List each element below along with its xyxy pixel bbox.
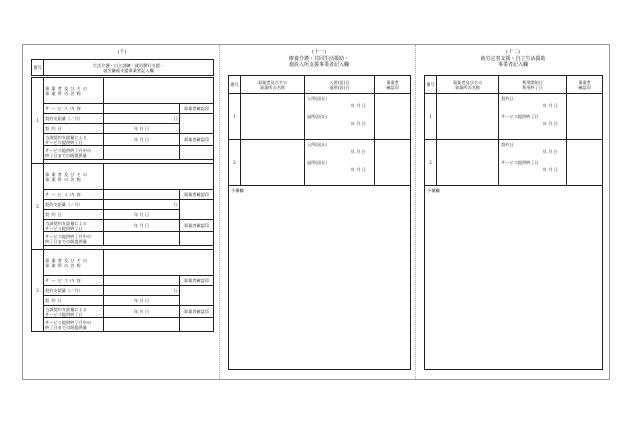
panel-11-title-line-1: 療養介護・共同生活援助・: [288, 56, 349, 62]
service-label: サ ー ビ ス 内 容: [44, 104, 104, 114]
name-label-line-2: 事 業 所 の 名 称: [45, 262, 82, 268]
usage-field[interactable]: [104, 318, 180, 332]
service-label: サ ー ビ ス 内 容: [44, 190, 104, 200]
name-label: [44, 164, 104, 190]
entry-end-label: サービス提供終了日: [501, 114, 539, 119]
contract-date-field[interactable]: 年 月 日: [104, 296, 180, 306]
fold-line-1: [219, 45, 220, 379]
contract-amount-field[interactable]: 日: [104, 200, 180, 210]
col-confirm-line-2: 確認印: [386, 84, 399, 90]
row-number: 1: [425, 94, 437, 140]
usage-label-line-1: サービス提供終了月中の: [45, 319, 92, 325]
col-confirm-line-1: 事業者: [386, 79, 399, 85]
name-label-line-1: 事 業 者 及 び そ の: [45, 171, 88, 177]
contract-amount-label: 契約支給量（／月）: [44, 114, 104, 124]
panel-12-table: [424, 75, 603, 370]
col-confirm-line-2: 確認印: [578, 84, 591, 90]
contract-date-label: 契 約 日: [44, 124, 104, 134]
row-number: 2: [229, 140, 241, 186]
entry-in-date: 年 月 日: [350, 103, 366, 108]
confirm-stamp-field[interactable]: [180, 318, 214, 332]
confirm-stamp-field[interactable]: [180, 232, 214, 246]
entry-in-date: 年 月 日: [350, 149, 366, 154]
panel-10-table: [31, 59, 214, 76]
service-field[interactable]: [104, 276, 180, 286]
name-field[interactable]: [437, 94, 499, 140]
col-confirm-line-1: 事業者: [578, 79, 591, 85]
panel-12-title-line-2: 事業者記入欄: [497, 62, 528, 68]
dates-field[interactable]: [305, 140, 375, 186]
col-name: [241, 76, 305, 94]
panel-11-number: (十一): [312, 49, 326, 55]
contract-amount-field[interactable]: 日: [104, 286, 180, 296]
contract-end-label-line-2: サービス提供終了日: [45, 139, 83, 145]
col-confirm: [375, 76, 411, 94]
entry-out-date: 年 月 日: [350, 167, 366, 172]
name-field[interactable]: [241, 94, 305, 140]
remarks-label: 予備欄: [231, 188, 244, 193]
col-name-line-1: 事業者及びその: [257, 79, 288, 85]
name-label-line-1: 事 業 者 及 び そ の: [45, 85, 88, 91]
entry-end-date: 年 月 日: [542, 121, 558, 126]
name-label: [44, 250, 104, 276]
name-label-line-2: 事 業 所 の 名 称: [45, 176, 82, 182]
confirm-stamp-field[interactable]: [180, 114, 214, 134]
service-field[interactable]: [104, 104, 180, 114]
panel-10-number: (十): [117, 49, 127, 55]
dates-field[interactable]: [305, 94, 375, 140]
confirm-label: 事業者確認印: [180, 220, 214, 232]
confirm-label: 事業者確認印: [180, 190, 214, 200]
col-number: 番号: [229, 76, 241, 94]
panel-12-number: (十二): [506, 49, 520, 55]
col-dates-line-2: 退所(居)日: [329, 84, 350, 90]
name-field[interactable]: [104, 78, 214, 104]
row-number: 1: [229, 94, 241, 140]
dates-field[interactable]: [499, 140, 567, 186]
usage-label-line-2: 終了日までの既提供量: [45, 324, 87, 330]
panel-10-title: [44, 60, 214, 76]
usage-label: [44, 232, 104, 246]
dates-field[interactable]: [499, 94, 567, 140]
contract-amount-label: 契約支給量（／月）: [44, 200, 104, 210]
entry-contract-date: 年 月 日: [542, 149, 558, 154]
confirm-stamp-field[interactable]: [180, 200, 214, 220]
contract-date-field[interactable]: 年 月 日: [104, 210, 180, 220]
contract-end-field[interactable]: 年 月 日: [104, 134, 180, 146]
usage-label-line-2: 終了日までの既提供量: [45, 152, 87, 158]
confirm-stamp-field[interactable]: [180, 146, 214, 160]
usage-field[interactable]: [104, 232, 180, 246]
col-number: 番号: [425, 76, 437, 94]
col-number: 番号: [32, 60, 44, 76]
entry-in-label: 入所(居)日: [307, 142, 328, 147]
col-dates: [499, 76, 567, 94]
entry-out-label: 退所(居)日: [307, 160, 328, 165]
confirm-label: 事業者確認印: [180, 104, 214, 114]
name-field[interactable]: [104, 250, 214, 276]
panel-11-title: [228, 56, 410, 68]
col-name: [437, 76, 499, 94]
contract-amount-field[interactable]: 日: [104, 114, 180, 124]
confirm-stamp-field[interactable]: [567, 94, 603, 140]
name-field[interactable]: [104, 164, 214, 190]
col-dates-line-1: 利用開始日: [522, 79, 543, 85]
panel-12-title: [424, 56, 602, 68]
confirm-stamp-field[interactable]: [180, 286, 214, 306]
contract-end-label: [44, 220, 104, 232]
contract-end-label-line-2: サービス提供終了日: [45, 311, 83, 317]
usage-label-line-1: サービス提供終了月中の: [45, 147, 92, 153]
contract-amount-label: 契約支給量（／月）: [44, 286, 104, 296]
certificate-sheet: [22, 44, 610, 380]
entry-contract-date: 年 月 日: [542, 103, 558, 108]
panel-10-title-line-2: 就労継続支援事業者記入欄: [103, 67, 154, 73]
entry-in-label: 入所(居)日: [307, 96, 328, 101]
row-number: 3: [32, 250, 44, 332]
row-number: 2: [32, 164, 44, 250]
contract-end-label: [44, 306, 104, 318]
entry-contract-label: 契約日: [501, 96, 514, 101]
name-field[interactable]: [437, 140, 499, 186]
entry-contract-label: 契約日: [501, 142, 514, 147]
contract-date-label: 契 約 日: [44, 296, 104, 306]
confirm-label: 事業者確認印: [180, 276, 214, 286]
col-dates-line-2: 利用終了日: [522, 84, 543, 90]
entry-out-label: 退所(居)日: [307, 114, 328, 119]
entry-end-date: 年 月 日: [542, 167, 558, 172]
usage-label: [44, 146, 104, 160]
confirm-label: 事業者確認印: [180, 134, 214, 146]
panel-11-table: [228, 75, 411, 370]
usage-field[interactable]: [104, 146, 180, 160]
usage-label-line-2: 終了日までの既提供量: [45, 238, 87, 244]
col-name-line-2: 事業所の名称: [259, 84, 286, 90]
contract-end-label-line-1: 当該契約支給量による: [45, 220, 87, 226]
name-label: [44, 78, 104, 104]
name-label-line-2: 事 業 所 の 名 称: [45, 90, 82, 96]
contract-end-label-line-2: サービス提供終了日: [45, 225, 83, 231]
usage-label: [44, 318, 104, 332]
remarks-label: 予備欄: [427, 188, 440, 193]
contract-end-field[interactable]: 年 月 日: [104, 220, 180, 232]
contract-end-field[interactable]: 年 月 日: [104, 306, 180, 318]
col-confirm: [567, 76, 603, 94]
confirm-stamp-field[interactable]: [375, 140, 411, 186]
contract-end-label: [44, 134, 104, 146]
col-name-line-2: 事業所の名称: [454, 84, 481, 90]
contract-date-label: 契 約 日: [44, 210, 104, 220]
contract-date-field[interactable]: 年 月 日: [104, 124, 180, 134]
entry-out-date: 年 月 日: [350, 121, 366, 126]
col-name-line-1: 事業者及びその: [452, 79, 483, 85]
service-label: サ ー ビ ス 内 容: [44, 276, 104, 286]
confirm-stamp-field[interactable]: [567, 140, 603, 186]
panel-10-title-line-1: 生活介護・自立訓練・就労移行支援・: [92, 62, 165, 68]
panel-12-title-line-1: 就労定着支援・自立生活援助: [480, 56, 546, 62]
confirm-label: 事業者確認印: [180, 306, 214, 318]
col-dates: [305, 76, 375, 94]
name-label-line-1: 事 業 者 及 び そ の: [45, 257, 88, 263]
row-number: 1: [32, 78, 44, 164]
contract-end-label-line-1: 当該契約支給量による: [45, 134, 87, 140]
remarks-field[interactable]: [425, 186, 603, 370]
fold-line-2: [415, 45, 416, 379]
contract-end-label-line-1: 当該契約支給量による: [45, 306, 87, 312]
panel-11-title-line-2: 施設入所支援事業者記入欄: [288, 62, 349, 68]
panel-10-entries: [31, 77, 214, 332]
usage-label-line-1: サービス提供終了月中の: [45, 233, 92, 239]
col-dates-line-1: 入所(居)日: [329, 79, 350, 85]
entry-end-label: サービス提供終了日: [501, 160, 539, 165]
confirm-stamp-field[interactable]: [375, 94, 411, 140]
remarks-field[interactable]: [229, 186, 411, 370]
service-field[interactable]: [104, 190, 180, 200]
row-number: 2: [425, 140, 437, 186]
name-field[interactable]: [241, 140, 305, 186]
